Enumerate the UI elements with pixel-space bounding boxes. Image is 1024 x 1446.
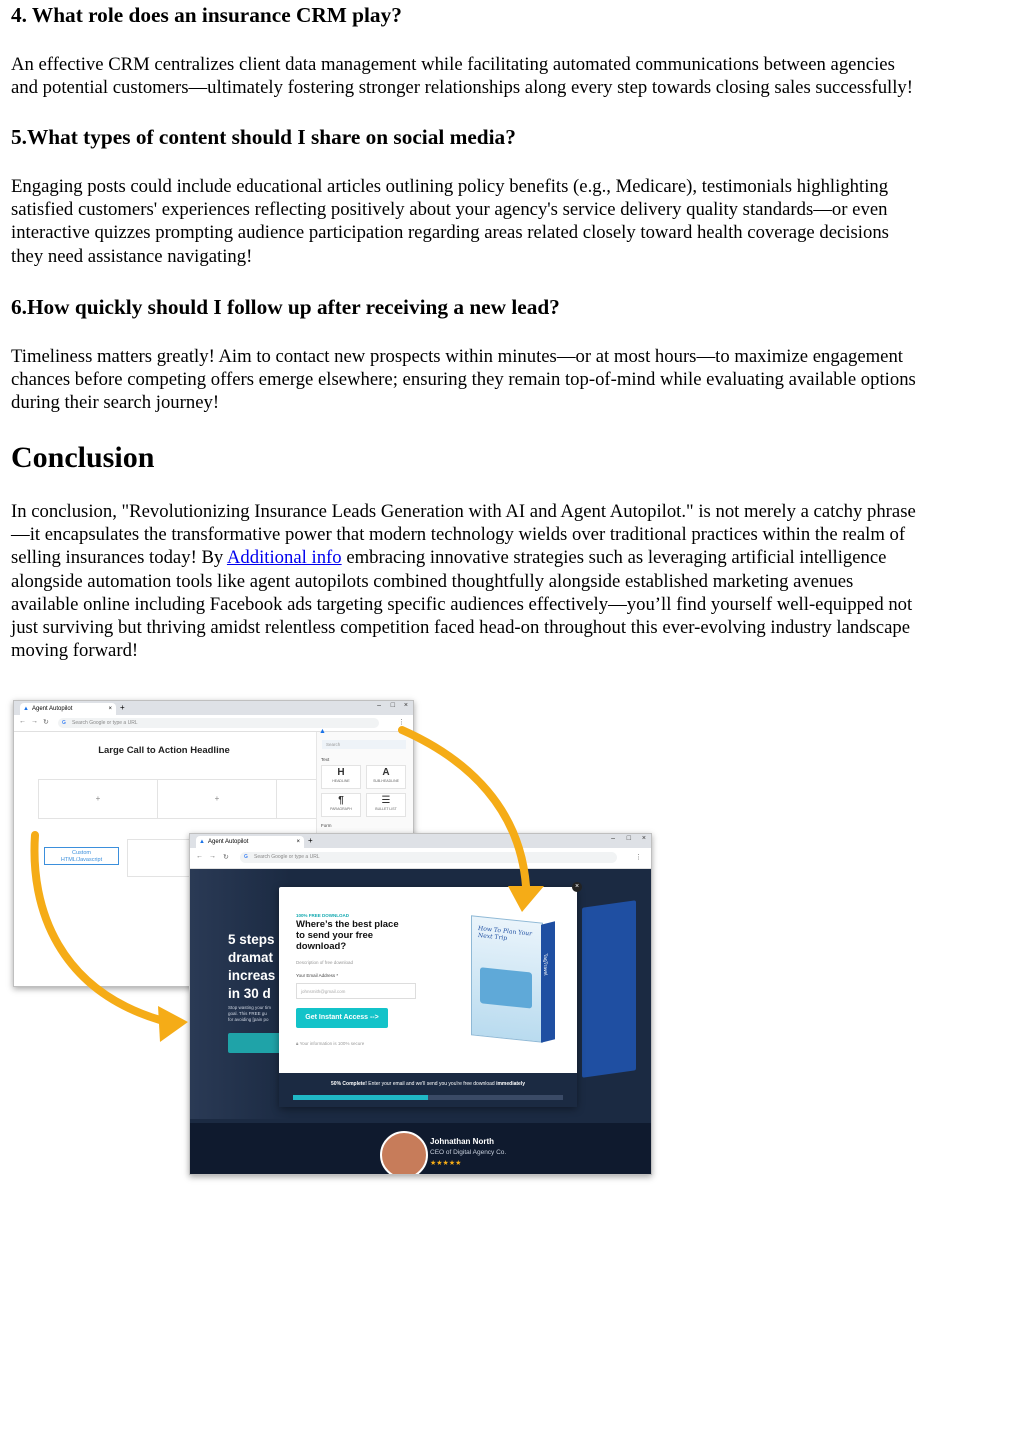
custom-html-button[interactable]: Custom HTML/Javascript — [44, 847, 119, 865]
popup-description: Description of free download — [296, 960, 354, 965]
tool-label: BULLET LIST — [375, 807, 397, 811]
tool-label: HEADLINE — [332, 779, 350, 783]
close-tab-icon[interactable]: × — [108, 706, 112, 712]
agent-autopilot-logo-icon: ▲ — [199, 839, 205, 845]
url-placeholder: Search Google or type a URL — [72, 720, 138, 726]
reload-icon[interactable]: ↻ — [43, 719, 49, 726]
progress-percent: 50% Complete! — [331, 1081, 367, 1087]
forward-icon[interactable]: → — [31, 718, 38, 725]
builder-column[interactable]: + — [157, 779, 277, 819]
minimize-icon[interactable]: – — [377, 702, 381, 709]
question-6-heading: 6.How quickly should I follow up after receiving a new lead? — [11, 295, 560, 319]
maximize-icon[interactable]: □ — [390, 702, 395, 709]
tool-glyph-icon: ¶ — [338, 795, 344, 806]
hero-subtext: Stop wasting your tim goal. This FREE gu for avoiding [pain po — [228, 1005, 272, 1022]
back-icon[interactable]: ← — [19, 718, 26, 725]
popup-title: Where’s the best place to send your free download? — [296, 919, 399, 952]
close-tab-icon[interactable]: × — [296, 839, 300, 845]
new-tab-icon[interactable]: + — [308, 836, 313, 845]
minimize-icon[interactable]: – — [611, 835, 615, 842]
popup-kicker: 100% FREE DOWNLOAD — [296, 913, 350, 918]
tool-glyph-icon: H — [337, 767, 345, 778]
email-label: Your Email Address * — [296, 973, 339, 978]
tool-label: PARAGRAPH — [330, 807, 352, 811]
google-icon: G — [62, 720, 66, 726]
arrows-overlay — [0, 690, 680, 1190]
email-input[interactable]: johnsmith@gmail.com — [296, 983, 416, 999]
progress-emphasis: immediately — [496, 1081, 525, 1087]
agent-autopilot-illustration — [0, 690, 680, 1190]
conclusion-heading: Conclusion — [11, 441, 155, 474]
conclusion-text-after-link: embracing innovative strategies such as leveraging artificial intelligence alongside automation tools like agent autopilots combined thoughtfully alongside established marketing avenues available online including Facebook ads targeting specific audiences effectively—you’ll find yourself well-equipped not just surviving but thriving amidst relentless competition faced head-on throughout this ever-evolving industry landscape moving forward! — [11, 547, 913, 662]
tool-glyph-icon: ☰ — [381, 795, 391, 806]
tool-glyph-icon: A — [382, 767, 390, 778]
close-window-icon[interactable]: × — [403, 702, 408, 709]
browser-menu-icon[interactable]: ⋮ — [635, 854, 642, 861]
panel-section-text-label: Text — [321, 757, 330, 762]
progress-message: Enter your email and we'll send you you're free download — [366, 1081, 497, 1087]
forward-icon[interactable]: → — [209, 853, 216, 860]
panel-search-input[interactable]: Search — [322, 740, 406, 749]
popup-close-icon[interactable]: × — [572, 882, 582, 892]
panel-section-form-label: Form — [321, 823, 332, 828]
google-icon: G — [244, 854, 248, 860]
ebook-title: How To Plan Your Next Trip — [478, 924, 533, 943]
question-4-heading: 4. What role does an insurance CRM play? — [11, 3, 402, 27]
rating-stars: ★★★★★ — [430, 1160, 462, 1167]
conclusion-text-before-link: In conclusion, "Revolutionizing Insurance Leads Generation with AI and Agent Autopilot." is not merely a catchy phrase —it encapsulates the transformative power that modern technology wields over traditional practices within the realm of selling insurances today! By — [11, 501, 916, 569]
new-tab-icon[interactable]: + — [120, 703, 125, 712]
hero-headline: 5 steps dramat increas in 30 d — [228, 932, 276, 1001]
reload-icon[interactable]: ↻ — [223, 854, 229, 861]
get-instant-access-button[interactable]: Get Instant Access --> — [296, 1008, 388, 1028]
arrow-to-opt-in-page — [34, 835, 160, 1020]
arrow-head-icon — [508, 886, 544, 912]
conclusion-paragraph — [11, 500, 1016, 662]
back-icon[interactable]: ← — [196, 853, 203, 860]
testimonial-name: Johnathan North — [430, 1137, 494, 1146]
builder-column[interactable]: + — [38, 779, 158, 819]
question-4-answer: An effective CRM centralizes client data management while facilitating automated communications between agencies and potential customers—ultimately fostering stronger relationships along every step towards closing sales successfully! — [11, 54, 913, 99]
url-placeholder: Search Google or type a URL — [254, 854, 320, 860]
arrow-head-icon — [158, 1006, 188, 1042]
question-6-answer: Timeliness matters greatly! Aim to contact new prospects within minutes—or at most hours—to maximize engagement chances before competing offers emerge elsewhere; ensuring they remain top-of-mind while evaluating available options during their search journey! — [11, 346, 916, 414]
testimonial-title: CEO of Digital Agency Co. — [430, 1149, 507, 1156]
close-window-icon[interactable]: × — [641, 835, 646, 842]
ebook-brand: TagTravel — [542, 953, 548, 977]
secure-text: Your information is 100% secure — [299, 1041, 365, 1046]
question-5-answer: Engaging posts could include educational articles outlining policy benefits (e.g., Medicare), testimonials highlighting satisfied customers' experiences reflecting positively about your agency's service delivery quality standards—or even interactive quizzes prompting audience participation regarding areas related closely toward health coverage decisions they need assistance navigating! — [11, 176, 889, 267]
lock-icon: 🔒︎ — [296, 1041, 300, 1046]
browser-menu-icon[interactable]: ⋮ — [398, 719, 405, 726]
tool-label: SUB-HEADLINE — [373, 779, 399, 783]
panel-logo-icon: ▲ — [319, 728, 326, 735]
maximize-icon[interactable]: □ — [626, 835, 631, 842]
cta-headline: Large Call to Action Headline — [98, 745, 230, 756]
agent-autopilot-logo-icon: ▲ — [23, 706, 29, 712]
arrow-to-popup — [402, 730, 526, 886]
tab-title: Agent Autopilot — [208, 839, 249, 845]
question-5-heading: 5.What types of content should I share on social media? — [11, 125, 516, 149]
tab-title: Agent Autopilot — [32, 706, 73, 712]
additional-info-link[interactable]: Additional info — [226, 547, 342, 569]
